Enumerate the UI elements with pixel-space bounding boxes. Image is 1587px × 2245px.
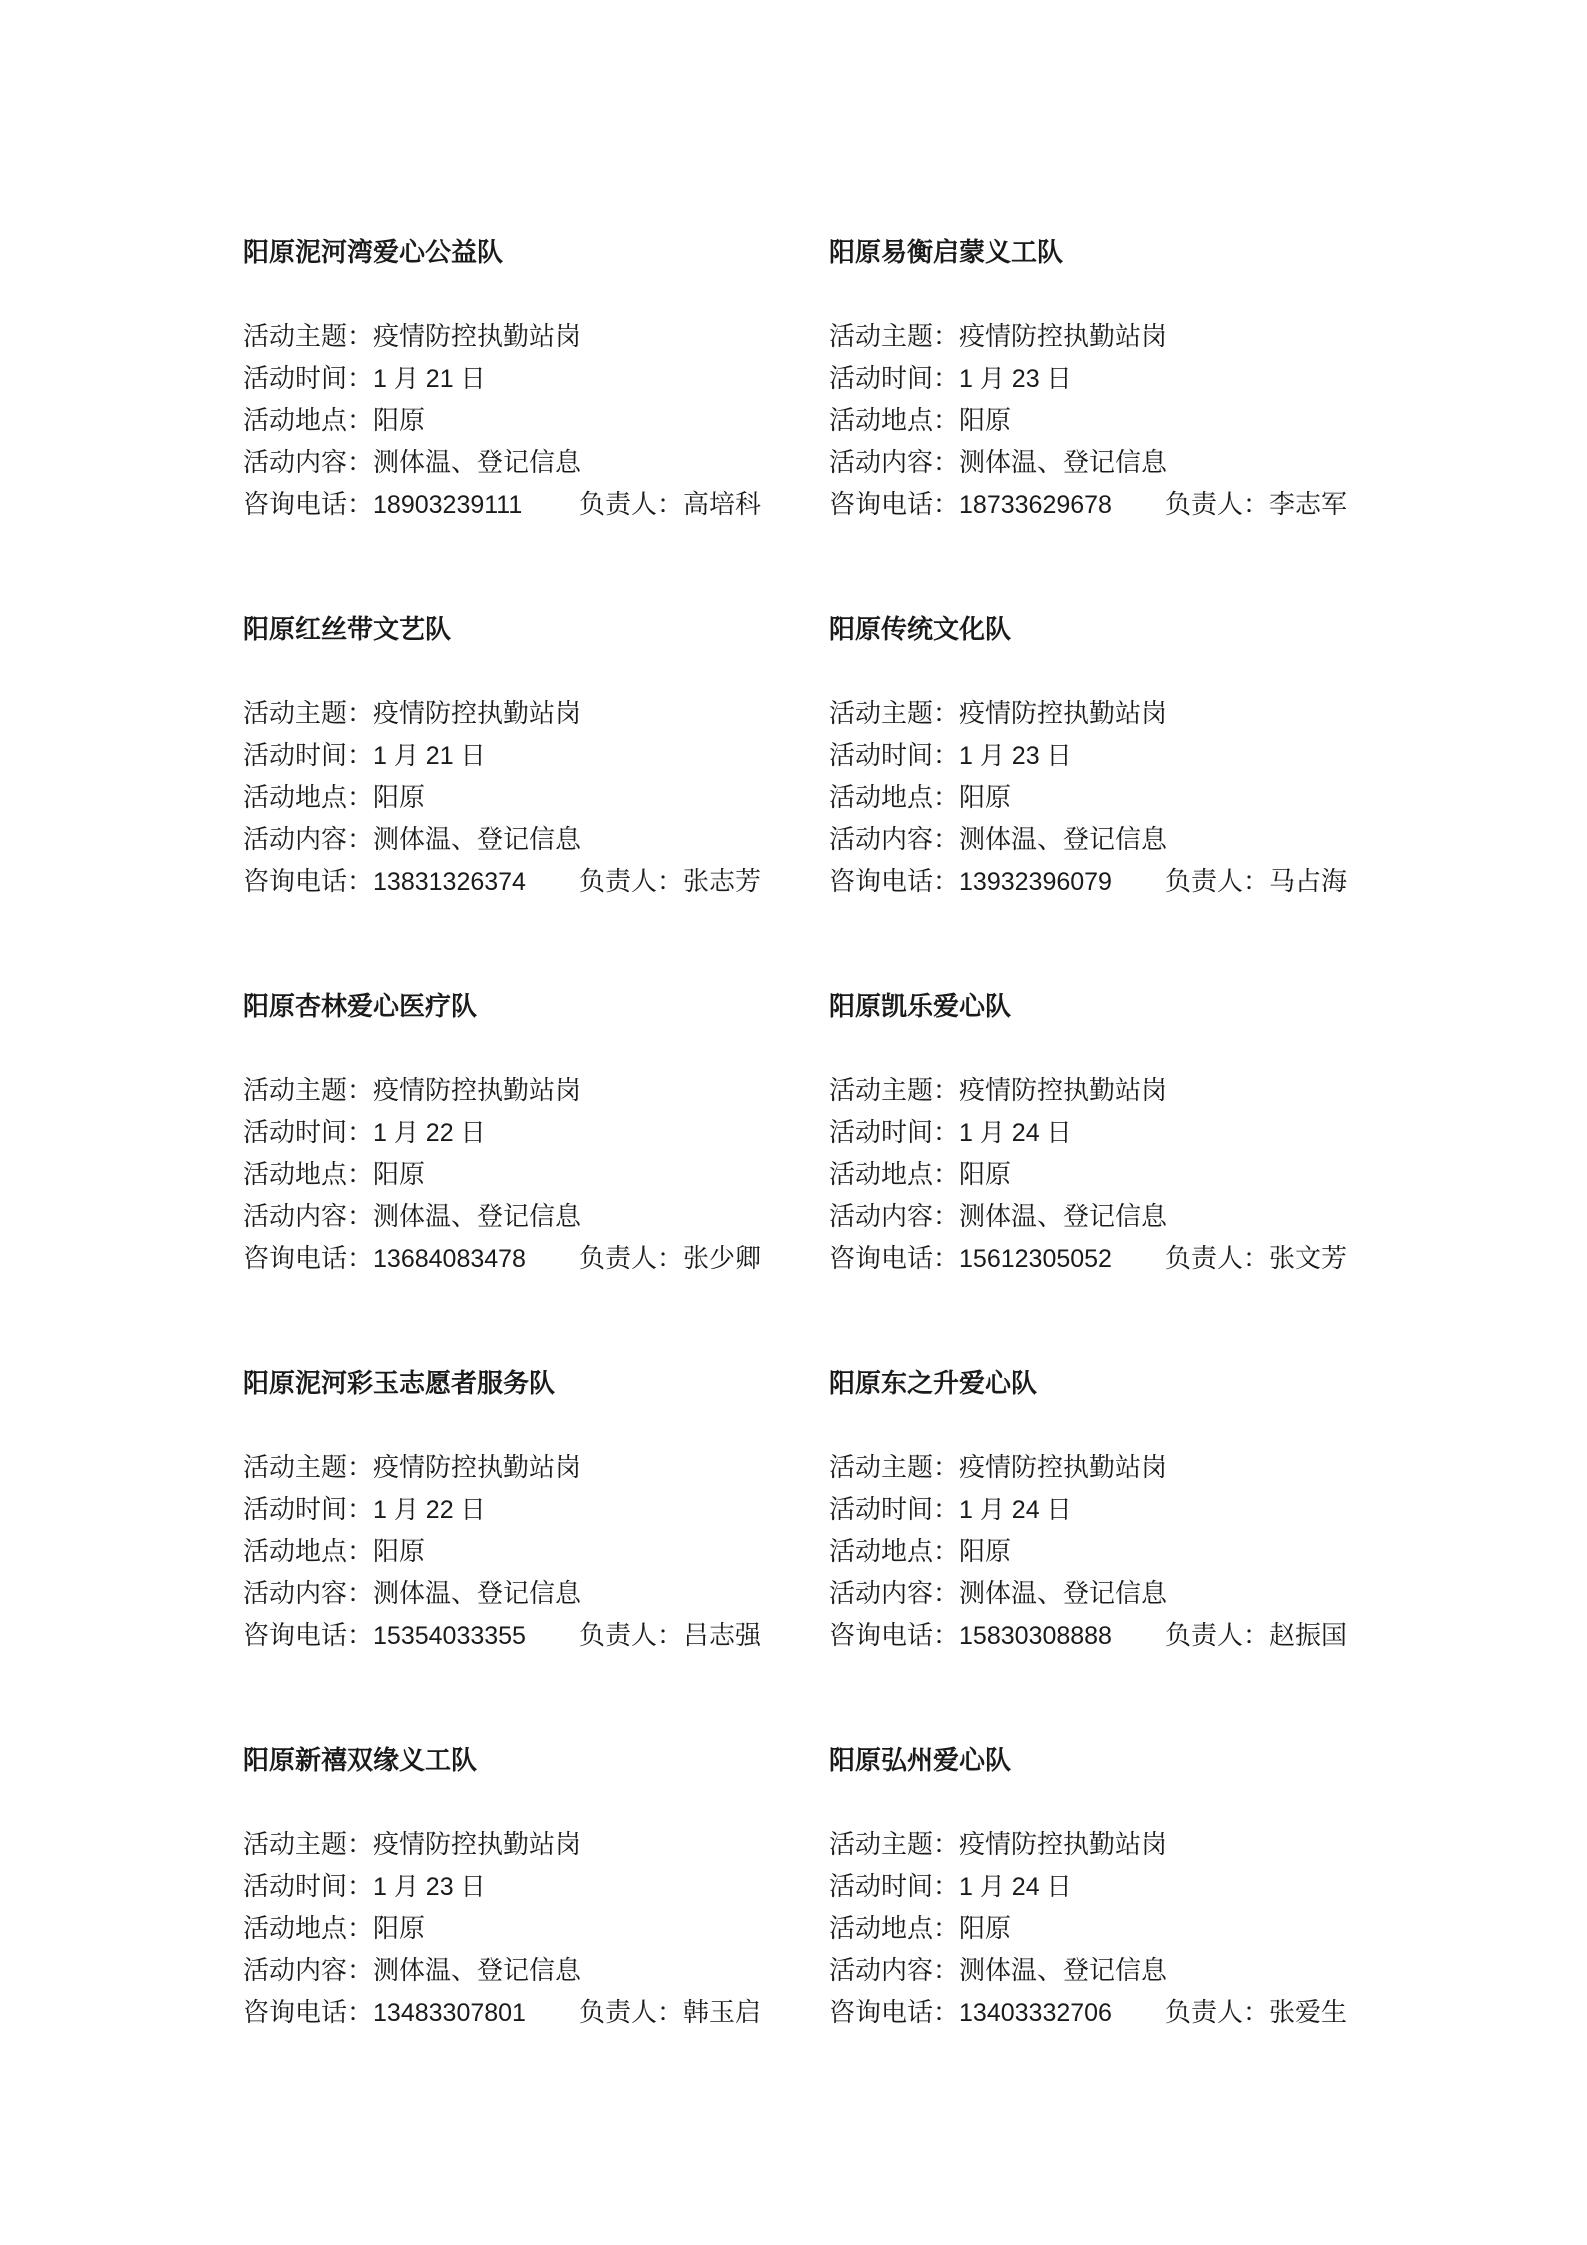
phone-block [243, 1238, 579, 1280]
location-row [829, 1154, 1393, 1196]
leader-label: 负责人： [579, 490, 684, 520]
time-row [829, 1489, 1393, 1531]
phone-label: 咨询电话： [243, 1998, 374, 2028]
content-row [829, 1950, 1393, 1992]
location-value: 阳原 [373, 1537, 426, 1567]
theme-value: 疫情防控执勤站岗 [373, 1830, 582, 1860]
time-label: 活动时间： [243, 741, 374, 771]
theme-value: 疫情防控执勤站岗 [959, 1830, 1168, 1860]
content-row [243, 1573, 829, 1615]
contact-row [243, 1238, 829, 1280]
location-label: 活动地点： [829, 1914, 960, 1944]
leader-value: 张少卿 [683, 1244, 762, 1274]
contact-row [829, 1992, 1393, 2034]
theme-value: 疫情防控执勤站岗 [373, 699, 582, 729]
time-row [243, 735, 829, 777]
location-value: 阳原 [373, 1160, 426, 1190]
time-value: 1 月 23 日 [959, 742, 1072, 770]
team-name: 阳原东之升爱心队 [829, 1369, 1038, 1399]
team-card [243, 1740, 829, 2117]
content-row [243, 1196, 829, 1238]
content-row [829, 1573, 1393, 1615]
theme-value: 疫情防控执勤站岗 [959, 699, 1168, 729]
content-label: 活动内容： [829, 448, 960, 478]
team-name: 阳原凯乐爱心队 [829, 992, 1012, 1022]
content-value: 测体温、登记信息 [959, 1956, 1168, 1986]
content-row [829, 1196, 1393, 1238]
team-card [829, 1740, 1393, 2117]
phone-value: 18733629678 [959, 491, 1112, 519]
phone-label: 咨询电话： [829, 1621, 960, 1651]
team-name: 阳原易衡启蒙义工队 [829, 238, 1064, 268]
phone-block [829, 484, 1165, 526]
leader-label: 负责人： [579, 1244, 684, 1274]
team-card [829, 609, 1393, 986]
time-label: 活动时间： [243, 1118, 374, 1148]
location-value: 阳原 [959, 1914, 1012, 1944]
team-card [243, 986, 829, 1363]
location-value: 阳原 [959, 406, 1012, 436]
team-card [829, 986, 1393, 1363]
leader-label: 负责人： [1165, 1244, 1270, 1274]
time-value: 1 月 23 日 [959, 365, 1072, 393]
phone-block [829, 1615, 1165, 1657]
location-label: 活动地点： [829, 406, 960, 436]
leader-value: 张志芳 [683, 867, 762, 897]
leader-label: 负责人： [1165, 1998, 1270, 2028]
theme-row [829, 1070, 1393, 1112]
leader-label: 负责人： [1165, 867, 1270, 897]
time-value: 1 月 24 日 [959, 1873, 1072, 1901]
theme-value: 疫情防控执勤站岗 [959, 322, 1168, 352]
team-name: 阳原新禧双缘义工队 [243, 1746, 478, 1776]
location-row [829, 1531, 1393, 1573]
time-label: 活动时间： [243, 1872, 374, 1902]
time-label: 活动时间： [829, 741, 960, 771]
leader-value: 马占海 [1269, 867, 1348, 897]
content-value: 测体温、登记信息 [959, 448, 1168, 478]
leader-label: 负责人： [1165, 490, 1270, 520]
phone-label: 咨询电话： [829, 490, 960, 520]
leader-label: 负责人： [1165, 1621, 1270, 1651]
theme-value: 疫情防控执勤站岗 [373, 322, 582, 352]
contact-row [243, 484, 829, 526]
theme-label: 活动主题： [829, 1830, 960, 1860]
theme-row [243, 1447, 829, 1489]
location-value: 阳原 [959, 783, 1012, 813]
theme-value: 疫情防控执勤站岗 [959, 1076, 1168, 1106]
content-label: 活动内容： [243, 825, 374, 855]
content-row [243, 819, 829, 861]
theme-row [243, 1070, 829, 1112]
leader-value: 高培科 [683, 490, 762, 520]
content-label: 活动内容： [829, 825, 960, 855]
contact-row [829, 484, 1393, 526]
content-value: 测体温、登记信息 [373, 1202, 582, 1232]
location-row [829, 777, 1393, 819]
location-value: 阳原 [959, 1160, 1012, 1190]
leader-label: 负责人： [579, 1998, 684, 2028]
location-row [829, 1908, 1393, 1950]
phone-value: 13684083478 [373, 1245, 526, 1273]
content-label: 活动内容： [829, 1579, 960, 1609]
leader-value: 张爱生 [1269, 1998, 1348, 2028]
location-label: 活动地点： [243, 783, 374, 813]
time-row [829, 1112, 1393, 1154]
content-value: 测体温、登记信息 [373, 1956, 582, 1986]
phone-block [829, 1992, 1165, 2034]
time-row [829, 358, 1393, 400]
theme-row [829, 1824, 1393, 1866]
leader-value: 韩玉启 [683, 1998, 762, 2028]
contact-row [243, 1615, 829, 1657]
phone-block [243, 484, 579, 526]
location-label: 活动地点： [829, 1160, 960, 1190]
theme-label: 活动主题： [243, 1076, 374, 1106]
team-name: 阳原泥河彩玉志愿者服务队 [243, 1369, 556, 1399]
leader-value: 张文芳 [1269, 1244, 1348, 1274]
content-row [829, 819, 1393, 861]
theme-row [243, 1824, 829, 1866]
theme-label: 活动主题： [829, 322, 960, 352]
phone-value: 18903239111 [373, 491, 523, 519]
time-row [243, 358, 829, 400]
content-row [829, 442, 1393, 484]
time-row [243, 1866, 829, 1908]
time-label: 活动时间： [829, 364, 960, 394]
location-row [243, 1908, 829, 1950]
content-label: 活动内容： [243, 1579, 374, 1609]
team-card [243, 1363, 829, 1740]
theme-value: 疫情防控执勤站岗 [373, 1453, 582, 1483]
location-label: 活动地点： [829, 783, 960, 813]
theme-value: 疫情防控执勤站岗 [959, 1453, 1168, 1483]
time-label: 活动时间： [243, 1495, 374, 1525]
time-label: 活动时间： [243, 364, 374, 394]
location-row [243, 1531, 829, 1573]
location-label: 活动地点： [243, 406, 374, 436]
leader-value: 赵振国 [1269, 1621, 1348, 1651]
content-label: 活动内容： [829, 1956, 960, 1986]
leader-label: 负责人： [579, 867, 684, 897]
contact-row [829, 1238, 1393, 1280]
phone-value: 13483307801 [373, 1999, 526, 2027]
phone-value: 15354033355 [373, 1622, 526, 1650]
location-row [243, 1154, 829, 1196]
location-label: 活动地点： [829, 1537, 960, 1567]
theme-row [829, 693, 1393, 735]
content-label: 活动内容： [243, 1202, 374, 1232]
phone-label: 咨询电话： [829, 867, 960, 897]
phone-value: 13932396079 [959, 868, 1112, 896]
content-value: 测体温、登记信息 [959, 825, 1168, 855]
theme-label: 活动主题： [243, 699, 374, 729]
time-row [829, 1866, 1393, 1908]
content-value: 测体温、登记信息 [373, 825, 582, 855]
time-label: 活动时间： [829, 1872, 960, 1902]
team-card [829, 1363, 1393, 1740]
theme-label: 活动主题： [243, 1830, 374, 1860]
contact-row [243, 1992, 829, 2034]
time-value: 1 月 24 日 [959, 1119, 1072, 1147]
time-value: 1 月 21 日 [373, 365, 486, 393]
theme-row [829, 1447, 1393, 1489]
content-value: 测体温、登记信息 [373, 1579, 582, 1609]
location-label: 活动地点： [243, 1914, 374, 1944]
content-row [243, 442, 829, 484]
contact-row [829, 861, 1393, 903]
time-value: 1 月 24 日 [959, 1496, 1072, 1524]
location-row [243, 400, 829, 442]
time-row [243, 1489, 829, 1531]
time-value: 1 月 22 日 [373, 1496, 486, 1524]
team-card [243, 609, 829, 986]
team-card [829, 232, 1393, 609]
time-value: 1 月 23 日 [373, 1873, 486, 1901]
phone-block [829, 1238, 1165, 1280]
phone-label: 咨询电话： [829, 1244, 960, 1274]
location-value: 阳原 [373, 783, 426, 813]
location-value: 阳原 [373, 406, 426, 436]
content-label: 活动内容： [243, 448, 374, 478]
phone-value: 15612305052 [959, 1245, 1112, 1273]
location-label: 活动地点： [243, 1160, 374, 1190]
content-value: 测体温、登记信息 [373, 448, 582, 478]
phone-label: 咨询电话： [243, 1244, 374, 1274]
theme-value: 疫情防控执勤站岗 [373, 1076, 582, 1106]
theme-label: 活动主题： [829, 1076, 960, 1106]
team-list [243, 232, 1393, 2117]
content-value: 测体温、登记信息 [959, 1202, 1168, 1232]
team-name: 阳原红丝带文艺队 [243, 615, 452, 645]
location-row [243, 777, 829, 819]
leader-value: 李志军 [1269, 490, 1348, 520]
time-row [243, 1112, 829, 1154]
team-name: 阳原泥河湾爱心公益队 [243, 238, 504, 268]
theme-row [829, 316, 1393, 358]
location-value: 阳原 [959, 1537, 1012, 1567]
theme-label: 活动主题： [243, 1453, 374, 1483]
time-value: 1 月 21 日 [373, 742, 486, 770]
leader-value: 吕志强 [683, 1621, 762, 1651]
content-row [243, 1950, 829, 1992]
phone-label: 咨询电话： [243, 867, 374, 897]
phone-label: 咨询电话： [243, 1621, 374, 1651]
team-name: 阳原传统文化队 [829, 615, 1012, 645]
time-label: 活动时间： [829, 1495, 960, 1525]
location-value: 阳原 [373, 1914, 426, 1944]
time-row [829, 735, 1393, 777]
theme-row [243, 693, 829, 735]
location-row [829, 400, 1393, 442]
phone-label: 咨询电话： [829, 1998, 960, 2028]
contact-row [243, 861, 829, 903]
phone-label: 咨询电话： [243, 490, 374, 520]
theme-label: 活动主题： [829, 1453, 960, 1483]
phone-value: 15830308888 [959, 1622, 1112, 1650]
phone-block [829, 861, 1165, 903]
phone-block [243, 861, 579, 903]
phone-block [243, 1992, 579, 2034]
theme-row [243, 316, 829, 358]
team-name: 阳原弘州爱心队 [829, 1746, 1012, 1776]
contact-row [829, 1615, 1393, 1657]
location-label: 活动地点： [243, 1537, 374, 1567]
phone-block [243, 1615, 579, 1657]
time-value: 1 月 22 日 [373, 1119, 486, 1147]
content-label: 活动内容： [829, 1202, 960, 1232]
phone-value: 13831326374 [373, 868, 526, 896]
content-value: 测体温、登记信息 [959, 1579, 1168, 1609]
theme-label: 活动主题： [829, 699, 960, 729]
phone-value: 13403332706 [959, 1999, 1112, 2027]
content-label: 活动内容： [243, 1956, 374, 1986]
team-name: 阳原杏林爱心医疗队 [243, 992, 478, 1022]
leader-label: 负责人： [579, 1621, 684, 1651]
theme-label: 活动主题： [243, 322, 374, 352]
team-card [243, 232, 829, 609]
time-label: 活动时间： [829, 1118, 960, 1148]
